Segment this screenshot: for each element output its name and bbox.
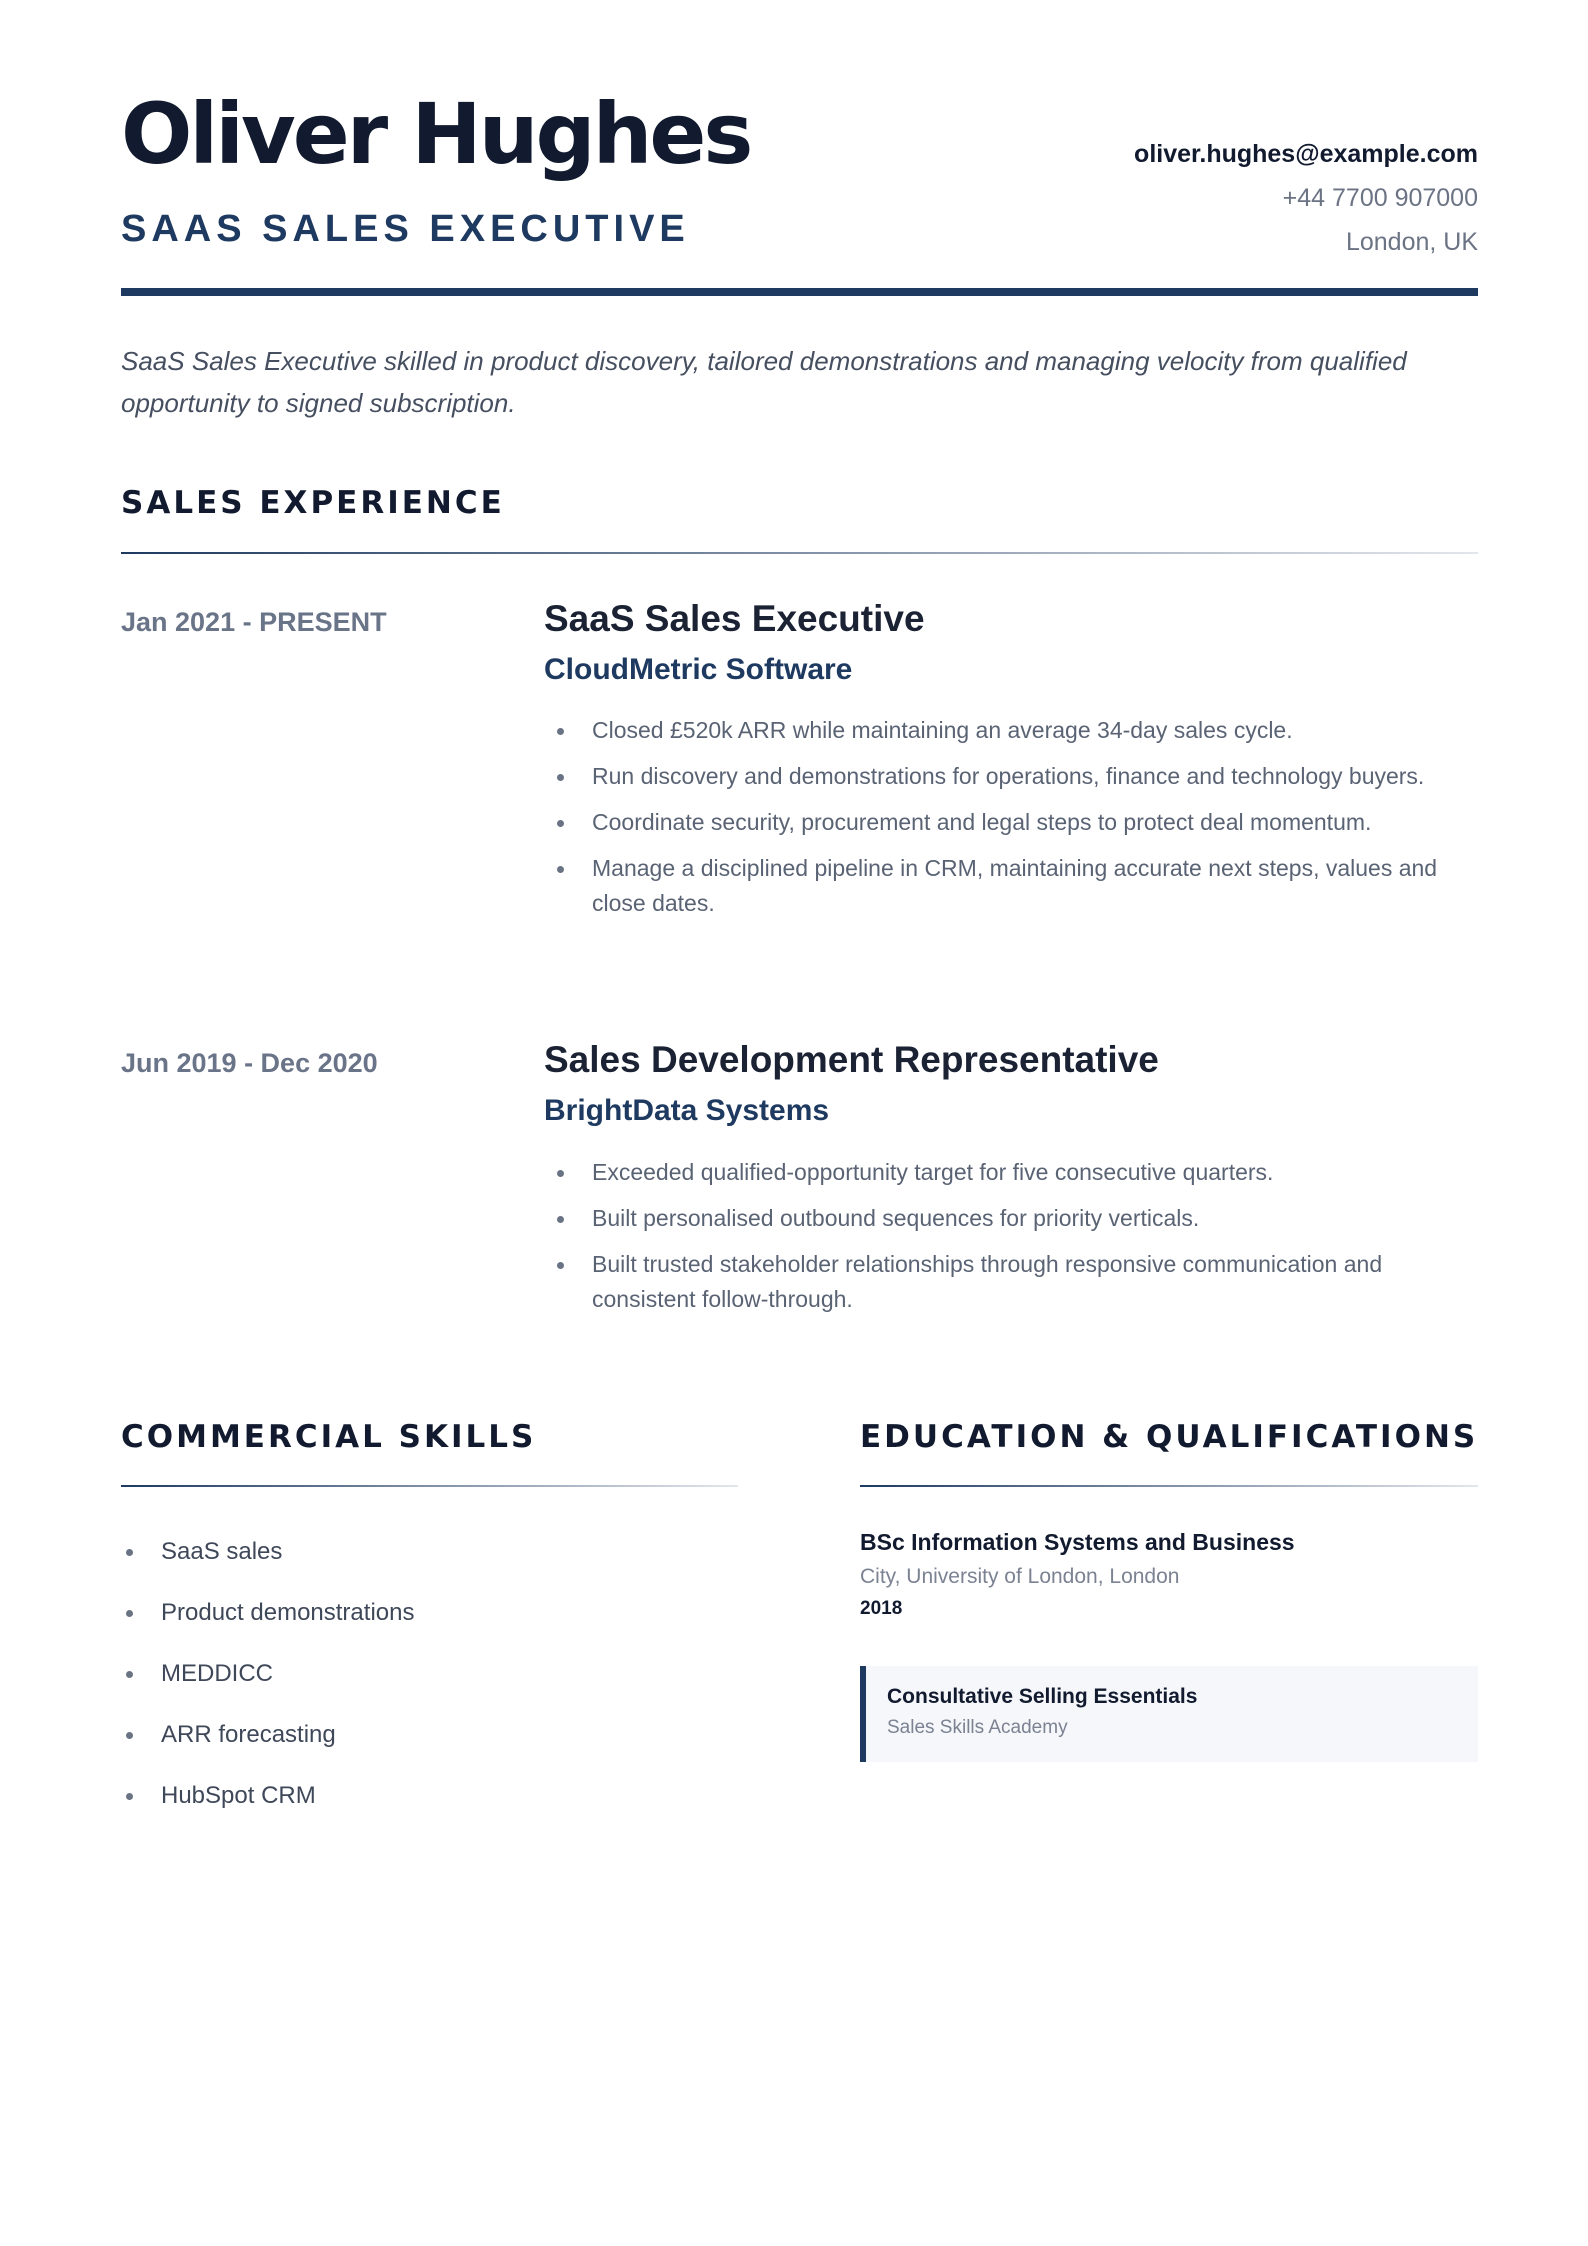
education-divider xyxy=(860,1485,1478,1487)
job-2-dates: Jun 2019 - Dec 2020 xyxy=(121,1048,378,1078)
contact-block xyxy=(1134,132,1478,264)
education-year: 2018 xyxy=(860,1598,903,1619)
skill-item: Product demonstrations xyxy=(121,1596,414,1657)
experience-heading: SALES EXPERIENCE xyxy=(121,485,505,521)
education-school: City, University of London, London xyxy=(860,1565,1180,1588)
job-2-title: Sales Development Representative xyxy=(544,1039,1159,1080)
list-item: Built trusted stakeholder relationships through responsive communication and consistent follow-through. xyxy=(544,1247,1484,1317)
job-2-company: BrightData Systems xyxy=(544,1094,830,1127)
certification-issuer: Sales Skills Academy xyxy=(887,1717,1068,1738)
experience-divider xyxy=(121,552,1478,554)
skills-heading: COMMERCIAL SKILLS xyxy=(121,1419,537,1455)
certification-title: Consultative Selling Essentials xyxy=(887,1685,1198,1708)
education-degree: BSc Information Systems and Business xyxy=(860,1529,1295,1555)
list-item: Built personalised outbound sequences for priority verticals. xyxy=(544,1201,1484,1236)
job-2-achievements xyxy=(544,1155,1484,1328)
candidate-role: SAAS SALES EXECUTIVE xyxy=(121,208,690,250)
header-divider xyxy=(121,288,1478,296)
profile-summary: SaaS Sales Executive skilled in product discovery, tailored demonstrations and managing velocity from qualified opportunity to signed subscription. xyxy=(121,346,1407,418)
contact-phone: +44 7700 907000 xyxy=(1282,184,1478,212)
job-1-dates: Jan 2021 - PRESENT xyxy=(121,607,387,637)
list-item: Manage a disciplined pipeline in CRM, maintaining accurate next steps, values and close dates. xyxy=(544,851,1484,921)
skill-item: ARR forecasting xyxy=(121,1718,414,1779)
job-1-achievements xyxy=(544,713,1484,932)
resume-header xyxy=(121,85,1478,297)
certification-card xyxy=(860,1666,1478,1762)
skill-item: HubSpot CRM xyxy=(121,1779,414,1840)
contact-email[interactable]: oliver.hughes@example.com xyxy=(1134,140,1478,168)
candidate-name: Oliver Hughes xyxy=(121,85,751,183)
list-item: Exceeded qualified-opportunity target for five consecutive quarters. xyxy=(544,1155,1484,1190)
skills-list xyxy=(121,1535,414,1840)
list-item: Coordinate security, procurement and legal steps to protect deal momentum. xyxy=(544,805,1484,840)
list-item: Closed £520k ARR while maintaining an average 34-day sales cycle. xyxy=(544,713,1484,748)
list-item: Run discovery and demonstrations for operations, finance and technology buyers. xyxy=(544,759,1484,794)
skill-item: SaaS sales xyxy=(121,1535,414,1596)
skill-item: MEDDICC xyxy=(121,1657,414,1718)
education-heading: EDUCATION & QUALIFICATIONS xyxy=(860,1419,1479,1455)
job-1-title: SaaS Sales Executive xyxy=(544,598,925,639)
job-1-company: CloudMetric Software xyxy=(544,653,853,686)
contact-location: London, UK xyxy=(1345,228,1478,256)
skills-divider xyxy=(121,1485,738,1487)
